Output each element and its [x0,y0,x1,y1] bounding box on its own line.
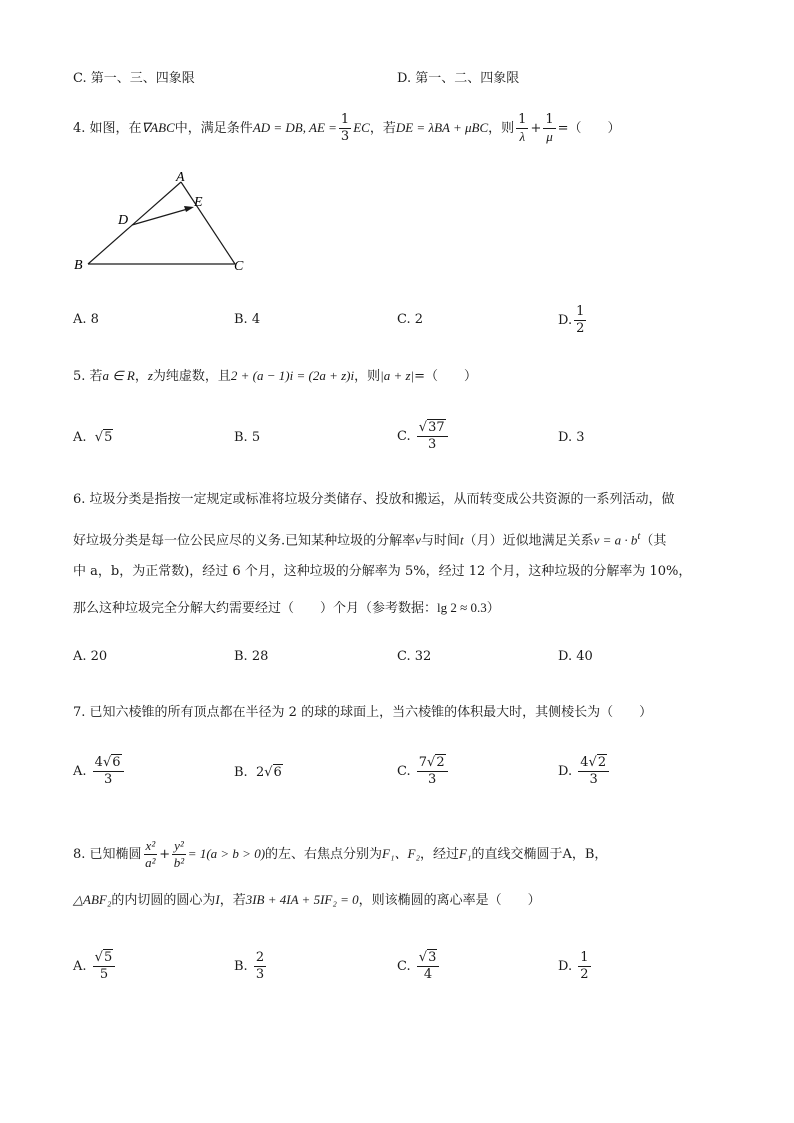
q4-tail-plus: + [530,121,542,136]
q3-option-d: D. 第一、二、四象限 [397,71,520,86]
q8-option-b [234,950,268,983]
label-c: C [234,259,244,274]
q4-condition-2: EC [353,120,370,135]
q5-a-radicand: 5 [104,430,113,445]
q5-text-e: =（ ） [414,369,478,384]
q8-option-a [73,950,117,983]
question-4 [73,112,723,145]
q5-option-d: D. 3 [558,430,585,445]
q8-line2-d: ，则该椭圆的离心率是（ ） [358,893,541,908]
q7-d-num: 4√2 [578,755,609,772]
q4-tail-frac-1 [516,112,528,145]
q8-b-num: 2 [255,950,265,965]
q5-condition: a ∈ R [102,368,135,383]
q8-c-num: √3 [417,950,440,967]
q6-option-a: A. 20 [73,649,108,664]
side-ac [181,182,235,264]
q6-v: v [415,532,421,548]
q7-b-radicand: 6 [273,765,282,780]
question-5 [73,366,723,387]
q8-f1: F₁ [458,846,472,861]
q6-formula-sup: t [637,530,641,542]
q8-d-den: 2 [580,967,589,982]
q7-d-frac [578,755,609,788]
q4-triangle: ∇ABC [141,120,175,135]
q6-formula: v = a · b [593,532,638,548]
q7-a-prefix: A. [73,764,87,779]
q7-c-frac [417,755,448,788]
q4-option-d [558,304,588,337]
q7-option-b: B. 2√6 [234,765,282,780]
q8-b-frac [254,950,266,983]
q8-line-2 [73,890,723,911]
q4-frac-den: 3 [340,129,350,144]
q8-a-radicand: 5 [103,950,113,965]
q7-b-prefix: B. [234,765,248,780]
q4-option-d-frac [574,304,586,337]
q8-text-c: ，经过 [419,847,459,862]
q7-d-coef: 4 [580,755,589,770]
q8-b-prefix: B. [234,959,248,974]
q8-c-prefix: C. [397,959,411,974]
q4-fraction [339,112,351,145]
q7-d-radicand: 2 [597,755,607,770]
q6-option-b: B. 28 [234,649,269,664]
q6-line-3: 中 a，b，为正常数)，经过 6 个月，这种垃圾的分解率为 5%，经过 12 个月，这种垃圾的分解率为 10%， [73,564,692,579]
label-e: E [194,195,203,210]
q8-option-d [558,950,593,983]
q6-line-1: 6. 垃圾分类是指按一定规定或标准将垃圾分类储存、投放和搬运，从而转变成公共资源的一系列活动，做 [73,492,675,507]
q7-a-coef: 4 [94,755,103,770]
q5-text-d: ，则 [354,369,381,384]
q8-frac-x [144,838,158,871]
q5-text-b: ， [134,369,148,384]
q8-a-prefix: A. [73,959,87,974]
q4-text-b: 中，满足条件 [174,121,253,136]
q8-y2: y² [174,838,184,853]
q6-line2-d: （其 [640,533,667,549]
q4-tail-frac-2 [543,112,555,145]
q8-line2-b: 的内切圆的圆心为 [111,893,216,908]
q8-vector-expr: 3IB + 4IA + 5IF₂ = 0 [245,892,359,907]
q4-condition-1: AD = DB, AE = [252,120,337,135]
q8-a-den: 5 [99,967,109,982]
q8-incenter: I [215,892,220,907]
q8-c-den: 4 [423,967,433,982]
q8-line2-c: ，若 [219,893,246,908]
q8-b2: b² [173,855,185,870]
q5-c-prefix: C. [397,429,411,444]
q4-text-d: ，则 [488,121,515,136]
q7-a-num: 4√6 [93,755,124,772]
q4-frac-num: 1 [340,112,350,127]
q7-c-num: 7√2 [417,755,448,772]
q6-t: t [459,532,464,548]
side-ba [88,182,181,264]
q5-option-c [397,420,450,453]
q4-tail-eq: =（ ） [557,121,621,136]
q8-text-b: 的左、右焦点分别为 [265,847,383,862]
q5-text-c: 为纯虚数，且 [152,369,231,384]
q6-line4-b: ） [486,601,500,616]
q8-text-a: 8. 已知椭圆 [73,847,142,862]
q5-a-prefix: A. [73,430,87,445]
q4-text-a: 4. 如图，在 [73,121,142,136]
q8-b-den: 3 [255,967,265,982]
q6-line2-a: 好垃圾分类是每一位公民应尽的义务.已知某种垃圾的分解率 [73,533,416,549]
q5-c-radicand: 37 [428,420,445,435]
q4-triangle-figure [70,168,260,278]
q4-option-d-prefix: D. [558,313,573,328]
q7-c-prefix: C. [397,764,411,779]
q4-option-c: C. 2 [397,312,424,327]
q4-tail-d2: μ [546,129,553,144]
q6-reference: lg 2 ≈ 0.3 [437,600,487,615]
q8-x2: x² [145,838,156,853]
vector-de [132,208,191,225]
q5-option-b: B. 5 [234,430,261,445]
question-7: 7. 已知六棱锥的所有顶点都在半径为 2 的球的球面上，当六棱锥的体积最大时，其侧棱长为（ ） [73,705,653,720]
q7-option-a [73,755,126,788]
q7-c-coef: 7 [418,755,428,770]
label-d: D [118,213,129,228]
q4-d-den: 2 [576,321,585,336]
q8-line-1 [73,838,723,871]
q6-option-d: D. 40 [558,649,593,664]
q6-line4-a: 那么这种垃圾完全分解大约需要经过（ ）个月（参考数据： [73,601,438,616]
q5-equation: 2 + (a − 1)i = (2a + z)i [230,368,355,383]
q6-line-2 [73,526,723,551]
q7-c-den: 3 [428,772,437,787]
q5-abs: |a + z| [380,368,415,383]
q7-a-frac [93,755,124,788]
label-a: A [176,170,185,185]
q7-b-coef: 2 [255,765,265,780]
q8-d-num: 1 [580,950,589,965]
q8-eq-rest: = 1(a > b > 0) [187,846,266,861]
q6-line2-c: （月）近似地满足关系 [463,533,594,549]
q5-c-den: 3 [428,437,437,452]
q6-option-c: C. 32 [397,649,432,664]
q4-option-b: B. 4 [234,312,261,327]
q7-c-radicand: 2 [436,755,445,770]
q7-a-den: 3 [103,772,113,787]
q7-a-radicand: 6 [112,755,121,770]
q5-c-frac [417,420,448,453]
q6-line2-b: 与时间 [420,533,460,549]
q8-c-frac [417,950,440,983]
q4-tail-d1: λ [519,129,526,144]
q8-text-d: 的直线交椭圆于A，B， [471,847,608,862]
q8-d-prefix: D. [558,959,573,974]
q4-tail-n2: 1 [545,112,554,127]
q8-plus: + [159,847,171,862]
q5-c-num: √37 [417,420,448,437]
q8-a-num: √5 [93,950,116,967]
q4-option-a: A. 8 [73,312,99,327]
q5-text-a: 5. 若 [73,369,103,384]
label-b: B [74,258,83,273]
q4-d-num: 1 [576,304,585,319]
q5-z: z [147,368,153,383]
q8-c-radicand: 3 [428,950,437,965]
q7-option-d [558,755,611,788]
q8-frac-y [172,838,186,871]
q4-vector-expr: DE = λBA + μBC [395,120,489,135]
q8-a-frac [93,950,116,983]
q6-line-4 [73,598,723,619]
q7-d-prefix: D. [558,764,573,779]
q4-text-c: ，若 [369,121,396,136]
q5-option-a: A. √5 [73,430,113,445]
q8-triangle: △ABF₂ [73,892,112,907]
vector-de-arrowhead [184,206,194,212]
q8-foci: F₁、F₂ [382,846,420,861]
q8-option-c [397,950,441,983]
q7-d-den: 3 [589,772,598,787]
q3-option-c: C. 第一、三、四象限 [73,71,195,86]
q8-a2: a² [145,855,156,870]
q4-tail-n1: 1 [518,112,527,127]
q7-option-c [397,755,450,788]
q8-d-frac [578,950,590,983]
